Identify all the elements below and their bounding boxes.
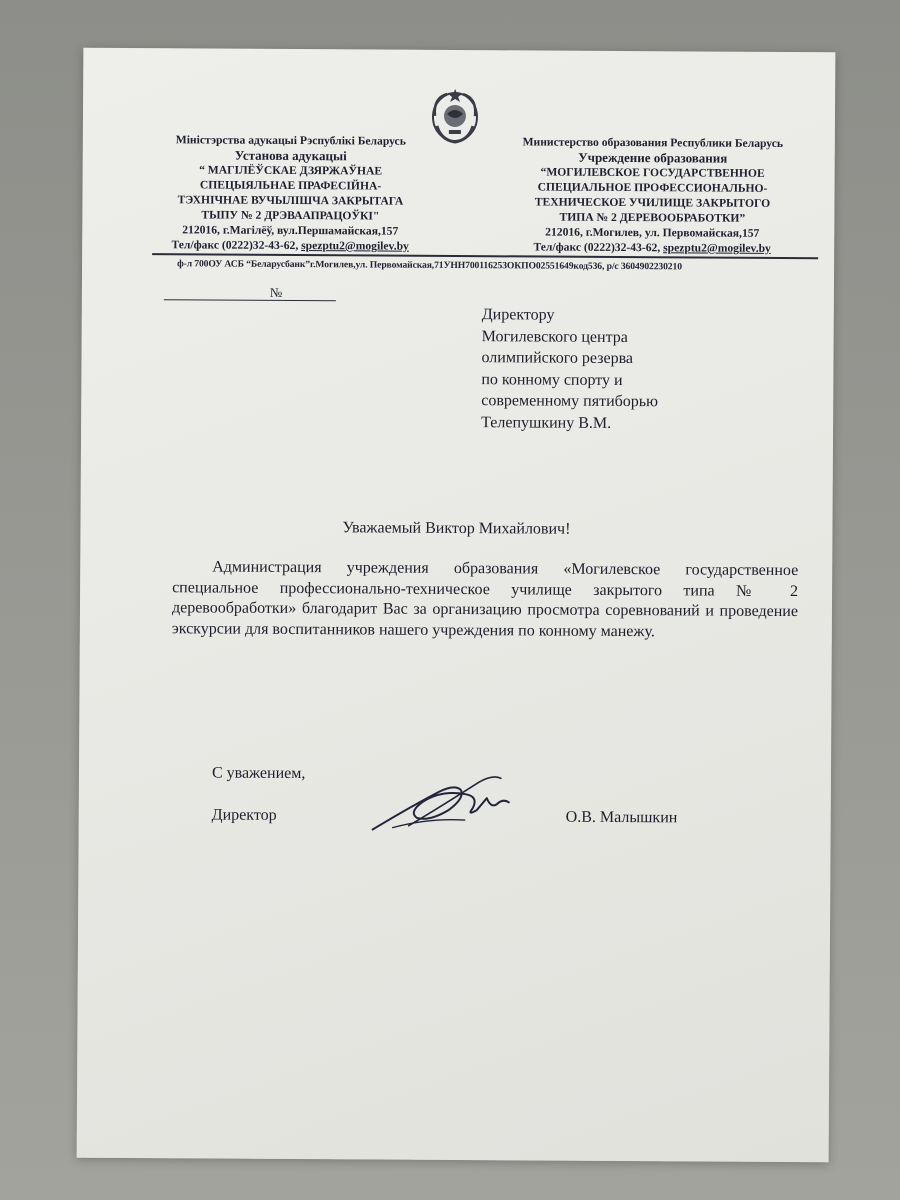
- addressee-line: Директору: [481, 306, 555, 324]
- letter-closing: С уважением,: [211, 764, 306, 783]
- ministry-name: Министерство образования Республики Беларусь: [522, 135, 784, 150]
- handwritten-signature: [369, 767, 519, 838]
- org-email: spezptu2@mogilev.by: [663, 241, 771, 255]
- addressee-line: олимпийского резерва: [481, 349, 634, 368]
- org-email: spezptu2@mogilev.by: [301, 239, 409, 253]
- org-address: 212016, г.Могилев, ул. Первомайская,157: [545, 225, 760, 240]
- org-type: Учреждение образования: [578, 149, 728, 166]
- org-name-line: “МОГИЛЕВСКОЕ ГОСУДАРСТВЕННОЕ: [540, 165, 765, 180]
- org-address: 212016, г.Магілёў, вул.Першамайская,157: [182, 223, 399, 238]
- org-name-line: СПЕЦЫЯЛЬНАЕ ПРАФЕСІЙНА-: [199, 178, 382, 193]
- signer-position: Директор: [211, 806, 277, 824]
- addressee-line: по конному спорту и: [481, 370, 623, 389]
- signer-name: О.В. Малышкин: [565, 808, 678, 827]
- header-left: [140, 132, 441, 254]
- header-right: [502, 134, 803, 256]
- addressee-line: Телепушкину В.М.: [481, 413, 612, 432]
- letter-greeting: Уважаемый Виктор Михайлович!: [342, 519, 571, 538]
- document-number-field: [164, 284, 336, 301]
- org-name-line: ТЫПУ № 2 ДРЭВААПРАЦОЎКІ": [201, 208, 380, 223]
- org-name-line: ТЕХНИЧЕСКОЕ УЧИЛИЩЕ ЗАКРЫТОГО: [534, 195, 771, 210]
- addressee-block: [481, 304, 742, 435]
- org-name-line: СПЕЦИАЛЬНОЕ ПРОФЕССИОНАЛЬНО-: [537, 180, 768, 195]
- org-contacts: [502, 239, 802, 256]
- org-phone: Тел/факс (0222)32-43-62,: [171, 238, 302, 253]
- org-name-line: “ МАГІЛЁЎСКАЕ ДЗЯРЖАЎНАЕ: [199, 163, 383, 178]
- addressee-line: Могилевского центра: [481, 327, 628, 346]
- bank-details: ф-л 700ОУ АСБ “Беларусбанк”г.Могилев,ул. Первомайская,71УНН700116253ОКПО02551649код536, р/с 3604902230210: [177, 258, 682, 273]
- document-number-label: №: [269, 284, 283, 300]
- org-type: Установа адукацыі: [234, 147, 347, 164]
- letter-sheet: [77, 48, 836, 1163]
- addressee-line: современному пятиборью: [481, 392, 659, 411]
- ministry-name: Міністэрства адукацыі Рэспублікі Беларусь: [175, 133, 406, 148]
- org-name-line: ТИПА № 2 ДЕРЕВООБРАБОТКИ”: [559, 210, 746, 225]
- org-phone: Тел/факс (0222)32-43-62,: [533, 240, 664, 255]
- letter-body: Администрация учреждения образования «Могилевское государственное специальное профессионально-техническое училище закрытого типа № 2 деревообработки» благодарит Вас за организацию просмотра соревнований и проведение экскурсии для воспитанников нашего учреждения по конному манежу.: [171, 558, 799, 640]
- org-contacts: [140, 237, 440, 254]
- org-name-line: ТЭХНІЧНАЕ ВУЧЫЛІШЧА ЗАКРЫТАГА: [177, 193, 404, 208]
